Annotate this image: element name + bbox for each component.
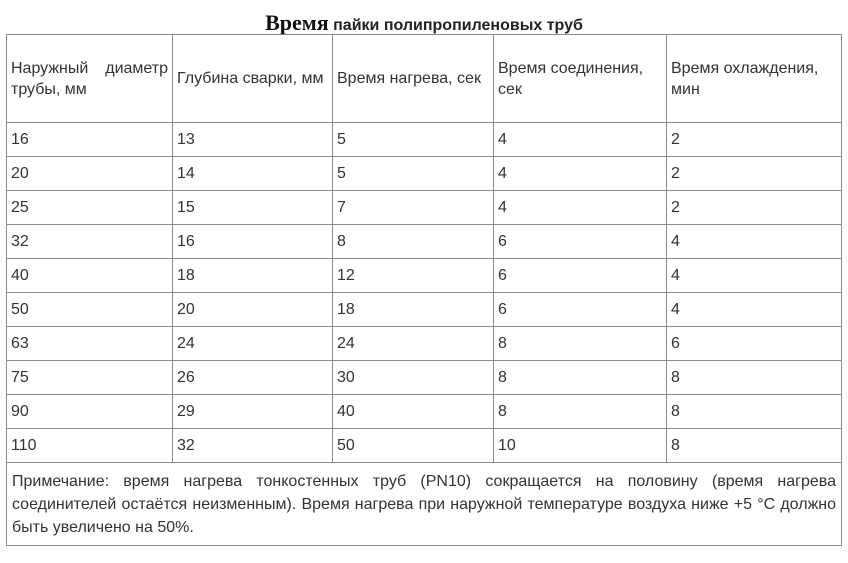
table-row [7, 157, 842, 191]
cell-joining: 4 [494, 157, 667, 191]
cell-diameter: 110 [7, 429, 173, 463]
cell-diameter: 63 [7, 327, 173, 361]
header-cooling-time: Время охлаждения, мин [667, 35, 842, 123]
cell-heating: 50 [333, 429, 494, 463]
cell-cooling: 4 [667, 259, 842, 293]
cell-depth: 15 [173, 191, 333, 225]
table-row [7, 191, 842, 225]
header-weld-depth: Глубина сварки, мм [173, 35, 333, 123]
cell-joining: 6 [494, 225, 667, 259]
cell-depth: 29 [173, 395, 333, 429]
cell-cooling: 2 [667, 157, 842, 191]
table-row [7, 225, 842, 259]
cell-depth: 14 [173, 157, 333, 191]
cell-joining: 6 [494, 259, 667, 293]
cell-cooling: 6 [667, 327, 842, 361]
cell-diameter: 25 [7, 191, 173, 225]
page-title [0, 10, 848, 36]
cell-heating: 18 [333, 293, 494, 327]
cell-cooling: 8 [667, 429, 842, 463]
cell-heating: 5 [333, 157, 494, 191]
cell-heating: 8 [333, 225, 494, 259]
cell-heating: 30 [333, 361, 494, 395]
cell-depth: 32 [173, 429, 333, 463]
cell-cooling: 8 [667, 395, 842, 429]
header-heating-time: Время нагрева, сек [333, 35, 494, 123]
header-joining-time: Время соединения, сек [494, 35, 667, 123]
cell-depth: 18 [173, 259, 333, 293]
cell-depth: 20 [173, 293, 333, 327]
cell-joining: 4 [494, 191, 667, 225]
cell-cooling: 2 [667, 123, 842, 157]
cell-diameter: 20 [7, 157, 173, 191]
table-row [7, 123, 842, 157]
cell-joining: 4 [494, 123, 667, 157]
title-rest: пайки полипропиленовых труб [333, 17, 583, 34]
table-row [7, 429, 842, 463]
cell-heating: 5 [333, 123, 494, 157]
table-row [7, 259, 842, 293]
cell-heating: 7 [333, 191, 494, 225]
cell-joining: 6 [494, 293, 667, 327]
cell-diameter: 40 [7, 259, 173, 293]
cell-joining: 10 [494, 429, 667, 463]
cell-cooling: 4 [667, 225, 842, 259]
cell-depth: 13 [173, 123, 333, 157]
cell-diameter: 75 [7, 361, 173, 395]
cell-cooling: 8 [667, 361, 842, 395]
cell-cooling: 4 [667, 293, 842, 327]
cell-diameter: 90 [7, 395, 173, 429]
table-note: Примечание: время нагрева тонкостенных труб (PN10) сокращается на половину (время нагрева соединителей остаётся неизменным). Время нагрева при наружной температуре воздуха ниже +5 °С должно быть увеличено на 50%. [7, 463, 842, 546]
table-row [7, 327, 842, 361]
table-row [7, 293, 842, 327]
note-row [7, 463, 842, 546]
header-row [7, 35, 842, 123]
cell-joining: 8 [494, 361, 667, 395]
welding-time-table [6, 34, 842, 546]
cell-joining: 8 [494, 327, 667, 361]
cell-heating: 12 [333, 259, 494, 293]
cell-heating: 24 [333, 327, 494, 361]
cell-depth: 26 [173, 361, 333, 395]
table-row [7, 361, 842, 395]
cell-diameter: 32 [7, 225, 173, 259]
header-outer-diameter: Наружный диаметр трубы, мм [7, 35, 173, 123]
table-row [7, 395, 842, 429]
cell-depth: 24 [173, 327, 333, 361]
cell-diameter: 16 [7, 123, 173, 157]
cell-diameter: 50 [7, 293, 173, 327]
cell-joining: 8 [494, 395, 667, 429]
cell-depth: 16 [173, 225, 333, 259]
title-bold: Время [265, 10, 329, 35]
cell-heating: 40 [333, 395, 494, 429]
cell-cooling: 2 [667, 191, 842, 225]
